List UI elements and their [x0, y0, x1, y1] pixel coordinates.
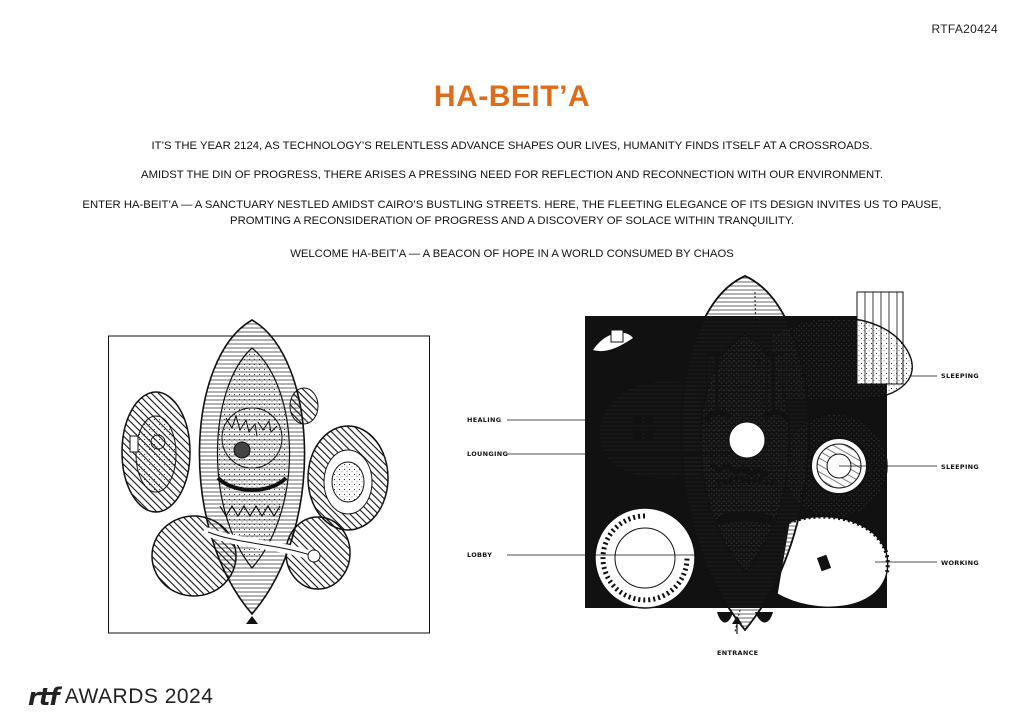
intro-paragraph-3-line-1: ENTER HA-BEIT’A — A SANCTUARY NESTLED AMIDST CAIRO’S BUSTLING STREETS. HERE, THE FLEETING ELEGANCE OF ITS DESIGN INVITES US TO PAUSE, — [82, 199, 942, 211]
label-healing: HEALING — [467, 416, 502, 424]
label-lounging: LOUNGING — [467, 450, 509, 458]
page-title: HA-BEIT’A — [433, 80, 591, 113]
intro-paragraph-3 — [0, 197, 1024, 229]
awards-label: AWARDS 2024 — [64, 685, 214, 708]
floor-plan-drawing — [455, 272, 995, 664]
intro-paragraph-1: IT’S THE YEAR 2124, AS TECHNOLOGY’S RELENTLESS ADVANCE SHAPES OUR LIVES, HUMANITY FINDS ITSELF AT A CROSSROADS. — [151, 140, 873, 152]
footer-branding — [28, 683, 214, 711]
label-sleeping-right: SLEEPING — [941, 463, 980, 471]
label-sleeping-top: SLEEPING — [941, 372, 980, 380]
label-lobby: LOBBY — [467, 551, 493, 559]
sketch-plan-drawing — [108, 318, 430, 634]
rtf-logo: rtf — [28, 683, 59, 711]
intro-paragraph-4: WELCOME HA-BEIT’A — A BEACON OF HOPE IN A WORLD CONSUMED BY CHAOS — [290, 248, 734, 260]
intro-paragraph-2: AMIDST THE DIN OF PROGRESS, THERE ARISES A PRESSING NEED FOR REFLECTION AND RECONNECTION WITH OUR ENVIRONMENT. — [141, 169, 883, 181]
project-code: RTFA20424 — [931, 22, 998, 36]
label-working: WORKING — [941, 559, 980, 567]
intro-paragraph-3-line-2: PROMTING A RECONSIDERATION OF PROGRESS AND A DISCOVERY OF SOLACE WITHIN TRANQUILITY. — [230, 215, 794, 227]
label-entrance: ENTRANCE — [717, 649, 759, 657]
